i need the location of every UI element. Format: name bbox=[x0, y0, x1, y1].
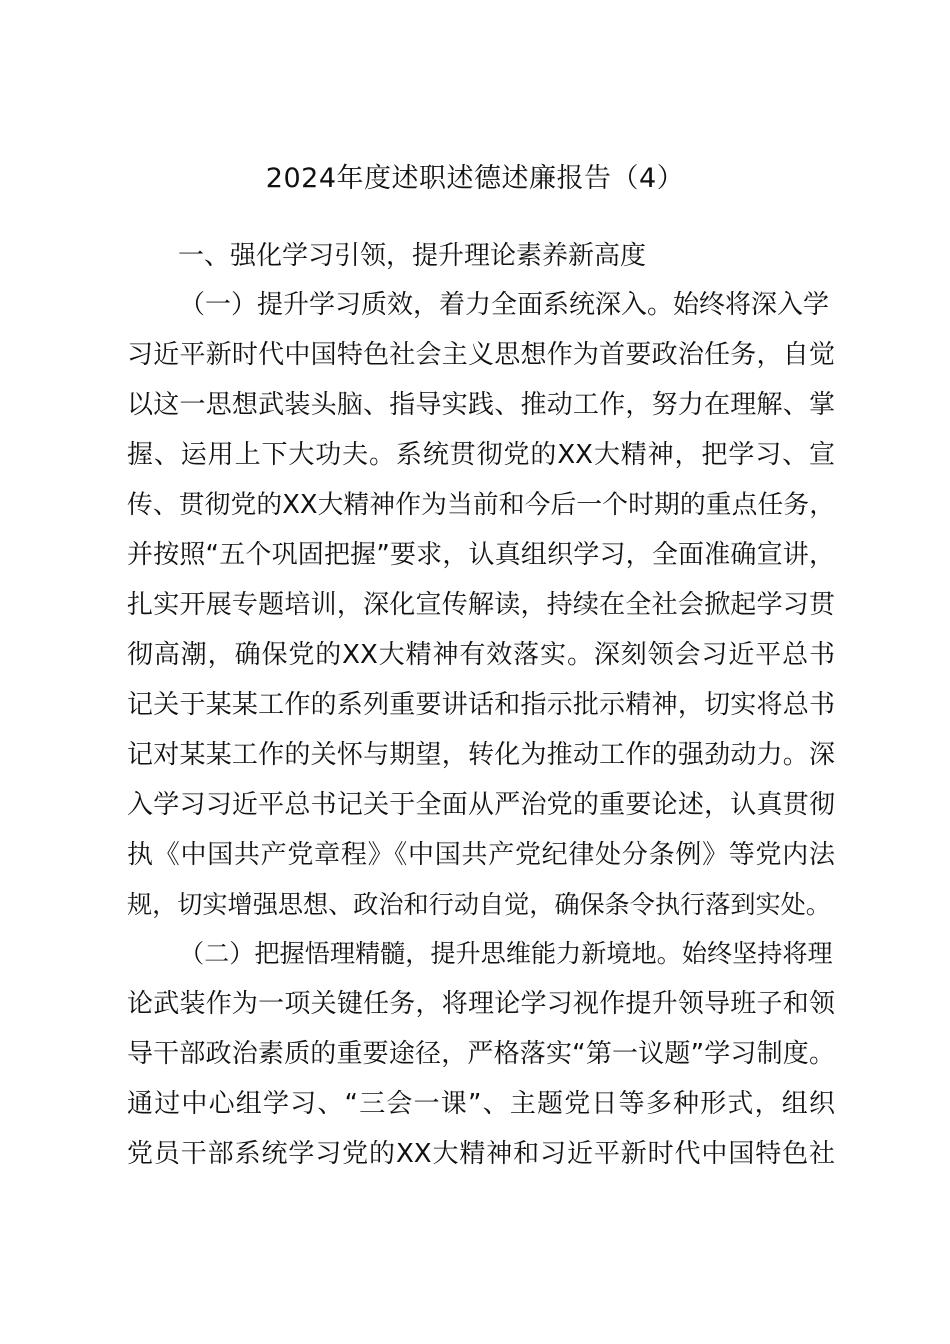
paragraph-line: 记关于某某工作的系列重要讲话和指示批示精神，切实将总书 bbox=[127, 690, 835, 720]
paragraph-line: 论武装作为一项关键任务，将理论学习视作提升领导班子和领 bbox=[127, 989, 835, 1019]
paragraph-line: 传、贯彻党的XX大精神作为当前和今后一个时期的重点任务， bbox=[127, 490, 835, 520]
paragraph-line: 握、运用上下大功夫。系统贯彻党的XX大精神，把学习、宣 bbox=[127, 440, 835, 470]
paragraph-line: 扎实开展专题培训，深化宣传解读，持续在全社会掀起学习贯 bbox=[127, 590, 835, 620]
paragraph-line: 执《中国共产党章程》《中国共产党纪律处分条例》等党内法 bbox=[127, 840, 835, 870]
paragraph-line: （二）把握悟理精髓，提升思维能力新境地。始终坚持将理 bbox=[179, 939, 833, 968]
paragraph-line: （一）提升学习质效，着力全面系统深入。始终将深入学 bbox=[179, 290, 830, 320]
paragraph-line: 彻高潮，确保党的XX大精神有效落实。深刻领会习近平总书 bbox=[127, 640, 835, 670]
paragraph-line: 并按照“五个巩固把握”要求，认真组织学习，全面准确宣讲， bbox=[127, 540, 835, 570]
paragraph-line: 以这一思想武装头脑、指导实践、推动工作，努力在理解、掌 bbox=[127, 390, 835, 420]
paragraph-line: 入学习习近平总书记关于全面从严治党的重要论述，认真贯彻 bbox=[127, 790, 835, 820]
paragraph-line: 记对某某工作的关怀与期望，转化为推动工作的强劲动力。深 bbox=[127, 740, 835, 770]
document-title: 2024年度述职述德述廉报告（4） bbox=[265, 163, 685, 194]
section-heading: 一、强化学习引领，提升理论素养新高度 bbox=[178, 241, 647, 271]
paragraph-2 bbox=[127, 929, 835, 1179]
paragraph-line: 党员干部系统学习党的XX大精神和习近平新时代中国特色社 bbox=[127, 1139, 835, 1169]
paragraph-1 bbox=[127, 280, 835, 930]
paragraph-line: 导干部政治素质的重要途径，严格落实“第一议题”学习制度。 bbox=[127, 1039, 835, 1069]
paragraph-line: 习近平新时代中国特色社会主义思想作为首要政治任务，自觉 bbox=[127, 340, 835, 370]
paragraph-line: 通过中心组学习、“三会一课”、主题党日等多种形式，组织 bbox=[127, 1089, 835, 1119]
paragraph-line: 规，切实增强思想、政治和行动自觉，确保条令执行落到实处。 bbox=[127, 890, 831, 919]
